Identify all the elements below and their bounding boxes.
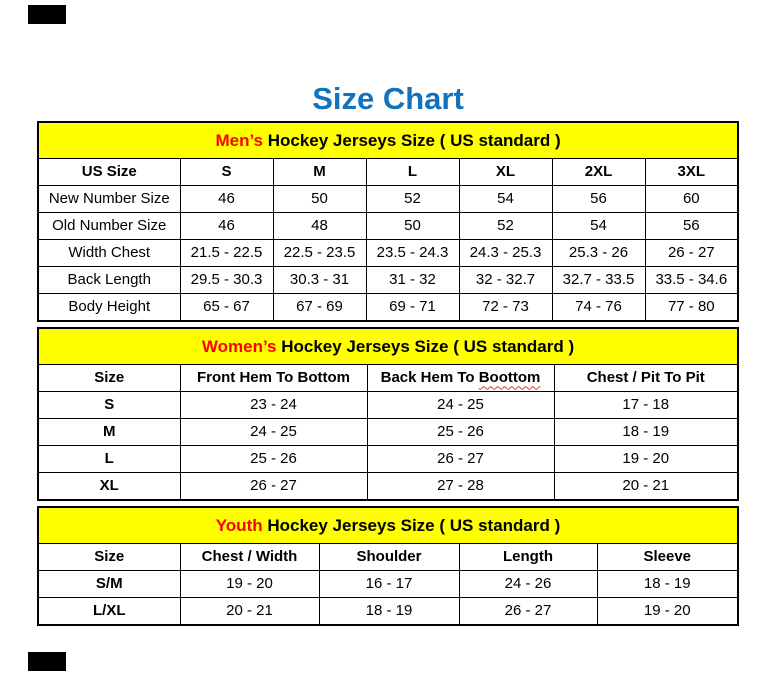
cell: 23.5 - 24.3 bbox=[366, 240, 459, 267]
cell: 24 - 25 bbox=[180, 419, 367, 446]
row-label: M bbox=[38, 419, 180, 446]
table-row bbox=[38, 446, 738, 473]
cell: 65 - 67 bbox=[180, 294, 273, 322]
womens-header-text: Hockey Jerseys Size ( US standard ) bbox=[276, 336, 575, 356]
cell: 52 bbox=[459, 213, 552, 240]
table-row bbox=[38, 419, 738, 446]
cell: 27 - 28 bbox=[367, 473, 554, 501]
cell: 31 - 32 bbox=[366, 267, 459, 294]
womens-col-size: Size bbox=[38, 365, 180, 392]
cell: 22.5 - 23.5 bbox=[273, 240, 366, 267]
cell: 16 - 17 bbox=[319, 571, 459, 598]
table-row bbox=[38, 473, 738, 501]
black-redaction-mark-bottom bbox=[28, 652, 66, 671]
youth-header-accent: Youth bbox=[215, 515, 263, 535]
youth-section-header-row bbox=[38, 507, 738, 544]
row-label: L bbox=[38, 446, 180, 473]
table-row bbox=[38, 213, 738, 240]
table-row bbox=[38, 267, 738, 294]
cell: 18 - 19 bbox=[597, 571, 738, 598]
cell: 17 - 18 bbox=[554, 392, 738, 419]
youth-col-sleeve: Sleeve bbox=[597, 544, 738, 571]
cell: 77 - 80 bbox=[645, 294, 738, 322]
mens-col-xl: XL bbox=[459, 159, 552, 186]
womens-column-header-row bbox=[38, 365, 738, 392]
row-label: S bbox=[38, 392, 180, 419]
cell: 18 - 19 bbox=[554, 419, 738, 446]
cell: 50 bbox=[366, 213, 459, 240]
womens-section-header bbox=[38, 328, 738, 365]
size-chart-tables bbox=[37, 121, 738, 626]
mens-size-table bbox=[37, 121, 739, 322]
mens-col-m: M bbox=[273, 159, 366, 186]
table-row bbox=[38, 598, 738, 626]
youth-col-chest-width: Chest / Width bbox=[180, 544, 319, 571]
back-hem-misspelled-word: Boottom bbox=[478, 369, 541, 387]
womens-section-header-row bbox=[38, 328, 738, 365]
cell: 21.5 - 22.5 bbox=[180, 240, 273, 267]
cell: 72 - 73 bbox=[459, 294, 552, 322]
youth-col-size: Size bbox=[38, 544, 180, 571]
cell: 48 bbox=[273, 213, 366, 240]
cell: 18 - 19 bbox=[319, 598, 459, 626]
cell: 32.7 - 33.5 bbox=[552, 267, 645, 294]
mens-col-us-size: US Size bbox=[38, 159, 180, 186]
row-label: Width Chest bbox=[38, 240, 180, 267]
cell: 26 - 27 bbox=[645, 240, 738, 267]
table-row bbox=[38, 571, 738, 598]
row-label: New Number Size bbox=[38, 186, 180, 213]
mens-section-header-row bbox=[38, 122, 738, 159]
page-title: Size Chart bbox=[312, 80, 464, 116]
row-label: S/M bbox=[38, 571, 180, 598]
cell: 29.5 - 30.3 bbox=[180, 267, 273, 294]
cell: 25 - 26 bbox=[180, 446, 367, 473]
cell: 24 - 25 bbox=[367, 392, 554, 419]
youth-col-length: Length bbox=[459, 544, 597, 571]
youth-column-header-row bbox=[38, 544, 738, 571]
cell: 69 - 71 bbox=[366, 294, 459, 322]
cell: 52 bbox=[366, 186, 459, 213]
table-row bbox=[38, 294, 738, 322]
womens-col-chest: Chest / Pit To Pit bbox=[554, 365, 738, 392]
cell: 33.5 - 34.6 bbox=[645, 267, 738, 294]
cell: 46 bbox=[180, 213, 273, 240]
back-hem-prefix: Back Hem To bbox=[380, 369, 479, 387]
mens-header-accent: Men’s bbox=[215, 130, 263, 150]
cell: 23 - 24 bbox=[180, 392, 367, 419]
mens-column-header-row bbox=[38, 159, 738, 186]
row-label: Body Height bbox=[38, 294, 180, 322]
row-label: L/XL bbox=[38, 598, 180, 626]
cell: 25.3 - 26 bbox=[552, 240, 645, 267]
mens-col-2xl: 2XL bbox=[552, 159, 645, 186]
womens-header-accent: Women’s bbox=[201, 336, 277, 356]
table-row bbox=[38, 392, 738, 419]
cell: 26 - 27 bbox=[367, 446, 554, 473]
black-redaction-mark-top bbox=[28, 5, 66, 24]
cell: 25 - 26 bbox=[367, 419, 554, 446]
cell: 67 - 69 bbox=[273, 294, 366, 322]
row-label: XL bbox=[38, 473, 180, 501]
cell: 19 - 20 bbox=[554, 446, 738, 473]
cell: 20 - 21 bbox=[554, 473, 738, 501]
cell: 26 - 27 bbox=[459, 598, 597, 626]
cell: 56 bbox=[552, 186, 645, 213]
cell: 60 bbox=[645, 186, 738, 213]
cell: 54 bbox=[459, 186, 552, 213]
womens-col-front-hem: Front Hem To Bottom bbox=[180, 365, 367, 392]
mens-col-l: L bbox=[366, 159, 459, 186]
womens-col-back-hem bbox=[367, 365, 554, 392]
cell: 24.3 - 25.3 bbox=[459, 240, 552, 267]
table-row bbox=[38, 186, 738, 213]
cell: 50 bbox=[273, 186, 366, 213]
cell: 19 - 20 bbox=[180, 571, 319, 598]
youth-section-header bbox=[38, 507, 738, 544]
cell: 26 - 27 bbox=[180, 473, 367, 501]
cell: 24 - 26 bbox=[459, 571, 597, 598]
cell: 32 - 32.7 bbox=[459, 267, 552, 294]
cell: 74 - 76 bbox=[552, 294, 645, 322]
mens-section-header bbox=[38, 122, 738, 159]
table-row bbox=[38, 240, 738, 267]
cell: 20 - 21 bbox=[180, 598, 319, 626]
cell: 46 bbox=[180, 186, 273, 213]
mens-col-s: S bbox=[180, 159, 273, 186]
mens-header-text: Hockey Jerseys Size ( US standard ) bbox=[263, 130, 561, 150]
row-label: Old Number Size bbox=[38, 213, 180, 240]
cell: 30.3 - 31 bbox=[273, 267, 366, 294]
youth-col-shoulder: Shoulder bbox=[319, 544, 459, 571]
youth-header-text: Hockey Jerseys Size ( US standard ) bbox=[262, 515, 561, 535]
cell: 56 bbox=[645, 213, 738, 240]
cell: 19 - 20 bbox=[597, 598, 738, 626]
cell: 54 bbox=[552, 213, 645, 240]
mens-col-3xl: 3XL bbox=[645, 159, 738, 186]
row-label: Back Length bbox=[38, 267, 180, 294]
womens-size-table bbox=[37, 327, 739, 501]
youth-size-table bbox=[37, 506, 739, 626]
